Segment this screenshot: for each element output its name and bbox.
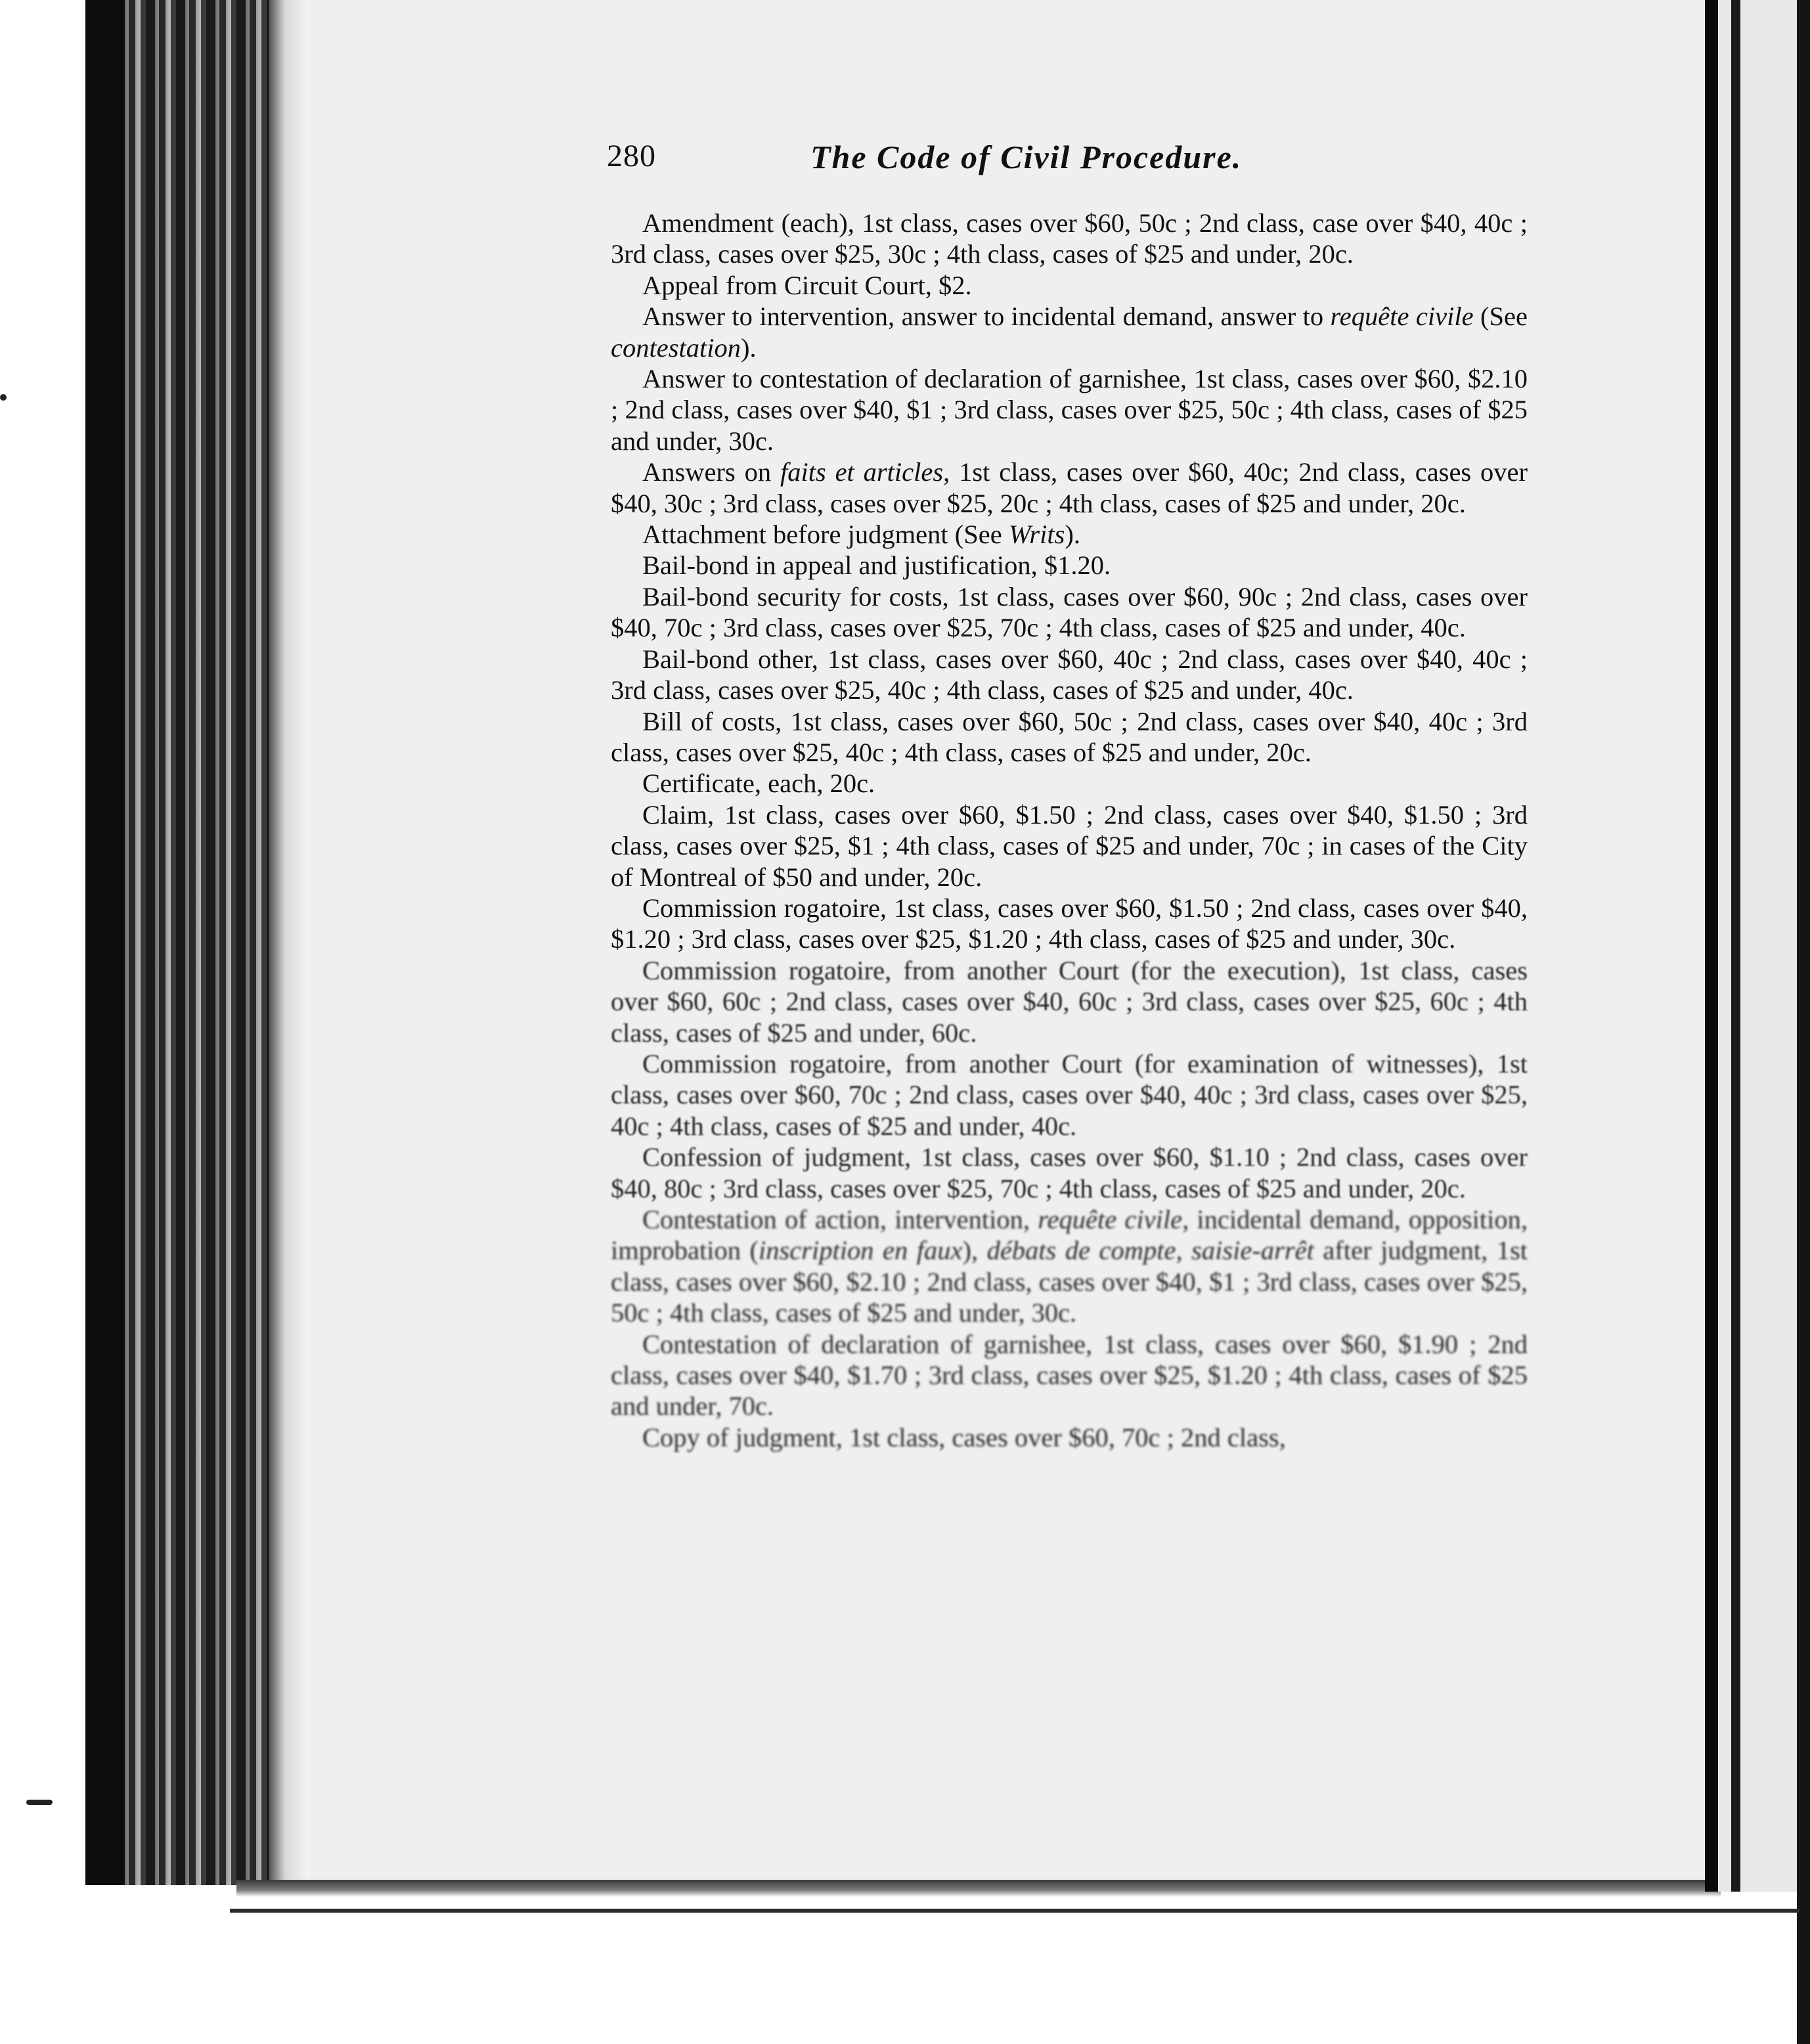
page-number: 280	[607, 139, 656, 173]
fee-entry: Contestation of action, intervention, requête civile, incidental demand, opposition, improbation (inscription en faux), débats de compte, saisie-arrêt after judgment, 1st class, cases over $60, $2.10 ; 2nd class, cases over $40, $1 ; 3rd class, cases over $25, 50c ; 4th class, cases of $25 and under, 30c.	[611, 1205, 1528, 1328]
page-header	[607, 138, 1566, 184]
fee-entry: Commission rogatoire, from another Court (for the execution), 1st class, cases over $60, 60c ; 2nd class, cases over $40, 60c ; 3rd class, cases over $25, 60c ; 4th class, cases of $25 and under, 60c.	[611, 955, 1528, 1048]
running-title: The Code of Civil Procedure.	[810, 139, 1243, 175]
fee-entry: Attachment before judgment (See Writs).	[642, 520, 1080, 550]
fee-entry: Confession of judgment, 1st class, cases over $60, $1.10 ; 2nd class, cases over $40, 80c ; 3rd class, cases over $25, 70c ; 4th class, cases of $25 and under, 20c.	[611, 1142, 1528, 1203]
fee-entry: Bail-bond security for costs, 1st class, cases over $60, 90c ; 2nd class, cases over $40, 70c ; 3rd class, cases over $25, 70c ; 4th class, cases of $25 and under, 40c.	[611, 581, 1528, 643]
fee-entry: Answer to intervention, answer to incidental demand, answer to requête civile (See contestation).	[611, 301, 1528, 363]
fee-entry: Certificate, each, 20c.	[642, 768, 875, 799]
next-leaf-edge	[1731, 0, 1740, 1892]
fee-entry: Appeal from Circuit Court, $2.	[642, 270, 972, 300]
scan-bottom-border	[230, 1909, 1799, 1913]
fee-entry: Bill of costs, 1st class, cases over $60, 50c ; 2nd class, cases over $40, 40c ; 3rd class, cases over $25, 40c ; 4th class, cases of $25 and under, 20c.	[611, 706, 1528, 767]
fee-entry: Claim, 1st class, cases over $60, $1.50 ; 2nd class, cases over $40, $1.50 ; 3rd class, cases over $25, $1 ; 4th class, cases of $25 and under, 70c ; in cases of the City of Montreal of $50 and under, 20c.	[611, 799, 1528, 892]
page-gutter-shadow	[269, 0, 309, 1885]
book-binding	[85, 0, 125, 1885]
scan-border	[1797, 0, 1810, 2044]
fee-entry: Amendment (each), 1st class, cases over $60, 50c ; 2nd class, case over $40, 40c ; 3rd class, cases over $25, 30c ; 4th class, cases of $25 and under, 20c.	[611, 208, 1528, 269]
scan-speck	[0, 394, 7, 401]
fee-entry: Bail-bond other, 1st class, cases over $60, 40c ; 2nd class, cases over $40, 40c ; 3rd class, cases over $25, 40c ; 4th class, cases of $25 and under, 40c.	[611, 644, 1528, 705]
fee-entry: Answers on faits et articles, 1st class, cases over $60, 40c; 2nd class, cases over $40, 30c ; 3rd class, cases over $25, 20c ; 4th class, cases of $25 and under, 20c.	[611, 457, 1528, 518]
fee-entry: Commission rogatoire, from another Court (for examination of witnesses), 1st class, cases over $60, 70c ; 2nd class, cases over $40, 40c ; 3rd class, cases over $25, 40c ; 4th class, cases of $25 and under, 40c.	[611, 1048, 1528, 1141]
fee-entry: Commission rogatoire, 1st class, cases over $60, $1.50 ; 2nd class, cases over $40, $1.20 ; 3rd class, cases over $25, $1.20 ; 4th class, cases of $25 and under, 30c.	[611, 893, 1528, 954]
page-body	[611, 208, 1528, 1453]
fee-entry: Answer to contestation of declaration of garnishee, 1st class, cases over $60, $2.10 ; 2nd class, cases over $40, $1 ; 3rd class, cases over $25, 50c ; 4th class, cases of $25 and under, 30c.	[611, 364, 1528, 456]
page-bottom-shadow	[236, 1880, 1721, 1897]
fee-entry: Contestation of declaration of garnishee, 1st class, cases over $60, $1.90 ; 2nd class, cases over $40, $1.70 ; 3rd class, cases over $25, $1.20 ; 4th class, cases of $25 and under, 70c.	[611, 1329, 1528, 1421]
scan-speck	[26, 1800, 53, 1805]
fee-entry: Bail-bond in appeal and justification, $1.20.	[642, 550, 1111, 581]
right-page-edge	[1705, 0, 1718, 1892]
fee-entry: Copy of judgment, 1st class, cases over $60, 70c ; 2nd class,	[642, 1422, 1286, 1452]
